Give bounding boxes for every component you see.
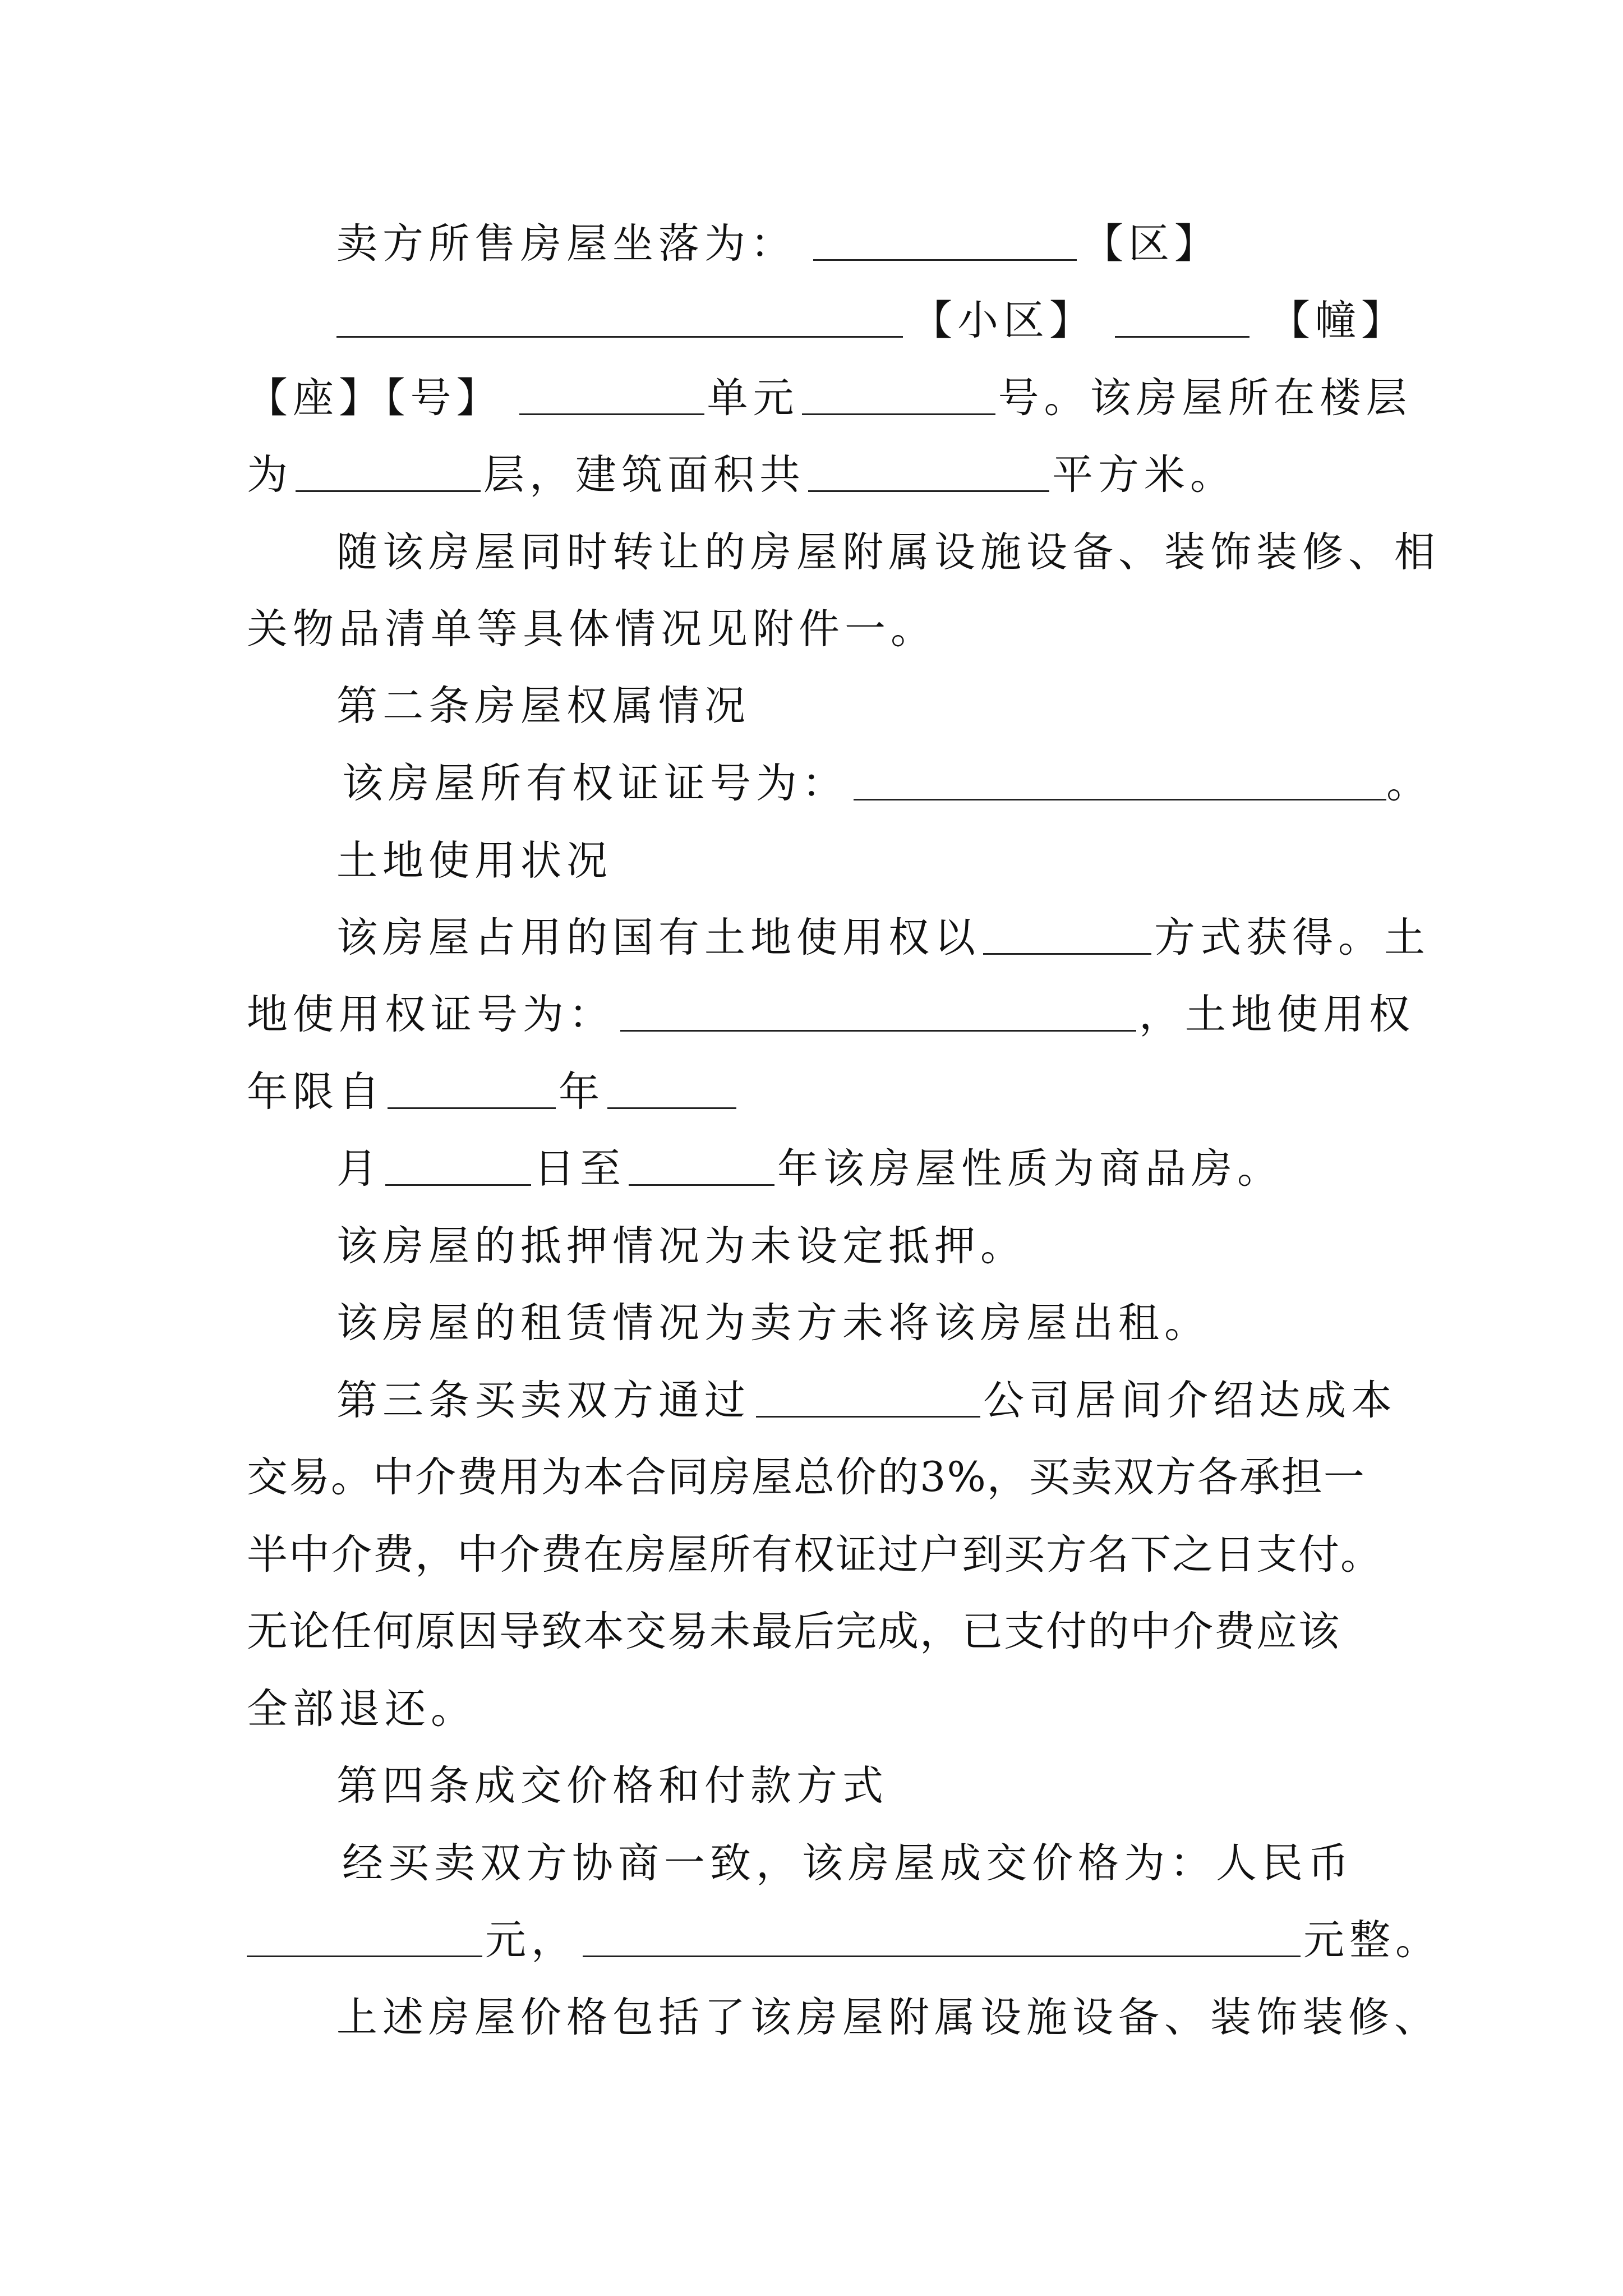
- land-certificate-label: 地使用权证号为：: [247, 991, 615, 1038]
- unit-blank[interactable]: [519, 373, 704, 415]
- building-blank[interactable]: [1115, 296, 1249, 338]
- month-label: 月: [336, 1145, 382, 1193]
- floor-area-line: [247, 444, 1236, 506]
- location-label: 卖方所售房屋坐落为：: [336, 220, 796, 268]
- certificate-line: [342, 753, 1432, 815]
- district-label: 【区】: [1082, 220, 1220, 268]
- term-month-blank[interactable]: [607, 1067, 736, 1109]
- district-blank[interactable]: [813, 219, 1077, 261]
- term-start-label: 年限自: [247, 1068, 385, 1116]
- land-certificate-blank[interactable]: [620, 990, 1136, 1032]
- term-year-blank[interactable]: [388, 1067, 556, 1109]
- paragraph-line: 随该房屋同时转让的房屋附属设施设备、装饰装修、相: [336, 528, 1440, 576]
- lease-line: 该房屋的租赁情况为卖方未将该房屋出租。: [336, 1299, 1210, 1347]
- period-mark: 。: [1386, 760, 1432, 807]
- certificate-blank[interactable]: [854, 758, 1386, 800]
- yuan-label: 元，: [485, 1916, 577, 1964]
- building-label: 【幢】: [1269, 297, 1407, 344]
- location-line: [336, 213, 1220, 275]
- land-certificate-line: [247, 984, 1415, 1046]
- paragraph-line: 关物品清单等具体情况见附件一。: [247, 605, 937, 653]
- paragraph-line: 无论任何原因导致本交易未最后完成，已支付的中介费应该: [247, 1608, 1340, 1655]
- room-blank[interactable]: [802, 373, 995, 415]
- term-start-line: [247, 1061, 736, 1123]
- floor-blank[interactable]: [296, 450, 481, 492]
- area-label: 层，建筑面积共: [483, 451, 805, 499]
- yuan-whole-label: 元整。: [1303, 1916, 1441, 1964]
- agency-suffix: 公司居间介绍达成本: [983, 1377, 1397, 1424]
- agency-label: 第三条买卖双方通过: [336, 1377, 750, 1424]
- term-day-blank[interactable]: [385, 1144, 531, 1186]
- area-blank[interactable]: [808, 450, 1049, 492]
- floor-prefix: 为: [247, 451, 293, 499]
- property-nature-text: 年该房屋性质为商品房。: [777, 1145, 1283, 1193]
- area-unit: 平方米。: [1052, 451, 1236, 499]
- certificate-label: 该房屋所有权证证号为：: [342, 760, 848, 807]
- section-heading: 第二条房屋权属情况: [336, 682, 750, 730]
- land-acquisition-label: 该房屋占用的国有土地使用权以: [336, 914, 980, 961]
- paragraph-line: 半中介费，中介费在房屋所有权证过户到买方名下之日支付。: [247, 1531, 1382, 1579]
- seat-number-label: 【座】【号】: [247, 374, 502, 422]
- land-acquisition-suffix: 方式获得。土: [1154, 914, 1430, 961]
- day-until-label: 日至: [534, 1145, 626, 1193]
- price-number-blank[interactable]: [247, 1915, 482, 1957]
- section-subheading: 土地使用状况: [336, 837, 612, 885]
- land-acquisition-line: [336, 907, 1430, 969]
- community-line: [336, 290, 1407, 352]
- community-blank[interactable]: [336, 296, 903, 338]
- agency-company-blank[interactable]: [756, 1375, 980, 1418]
- year-label: 年: [559, 1068, 605, 1116]
- community-label: 【小区】: [911, 297, 1095, 344]
- acquisition-method-blank[interactable]: [983, 913, 1151, 955]
- term-end-year-blank[interactable]: [629, 1144, 774, 1186]
- mortgage-line: 该房屋的抵押情况为未设定抵押。: [336, 1222, 1026, 1270]
- term-end-line: [336, 1138, 1283, 1200]
- agency-line: [336, 1370, 1397, 1432]
- paragraph-line: 全部退还。: [247, 1685, 477, 1733]
- section-heading: 第四条成交价格和付款方式: [336, 1762, 888, 1810]
- unit-label: 单元: [707, 374, 799, 422]
- land-term-label: ，土地使用权: [1139, 991, 1415, 1038]
- paragraph-line: 上述房屋价格包括了该房屋附属设施设备、装饰装修、: [336, 1994, 1440, 2041]
- paragraph-line: 交易。中介费用为本合同房屋总价的3%，买卖双方各承担一: [247, 1453, 1366, 1501]
- price-words-blank[interactable]: [583, 1915, 1301, 1957]
- floor-text: 号。该房屋所在楼层: [998, 374, 1412, 422]
- unit-line: [247, 367, 1412, 429]
- price-line: 经买卖双方协商一致，该房屋成交价格为：人民币: [342, 1839, 1354, 1887]
- price-amount-line: [247, 1910, 1441, 1971]
